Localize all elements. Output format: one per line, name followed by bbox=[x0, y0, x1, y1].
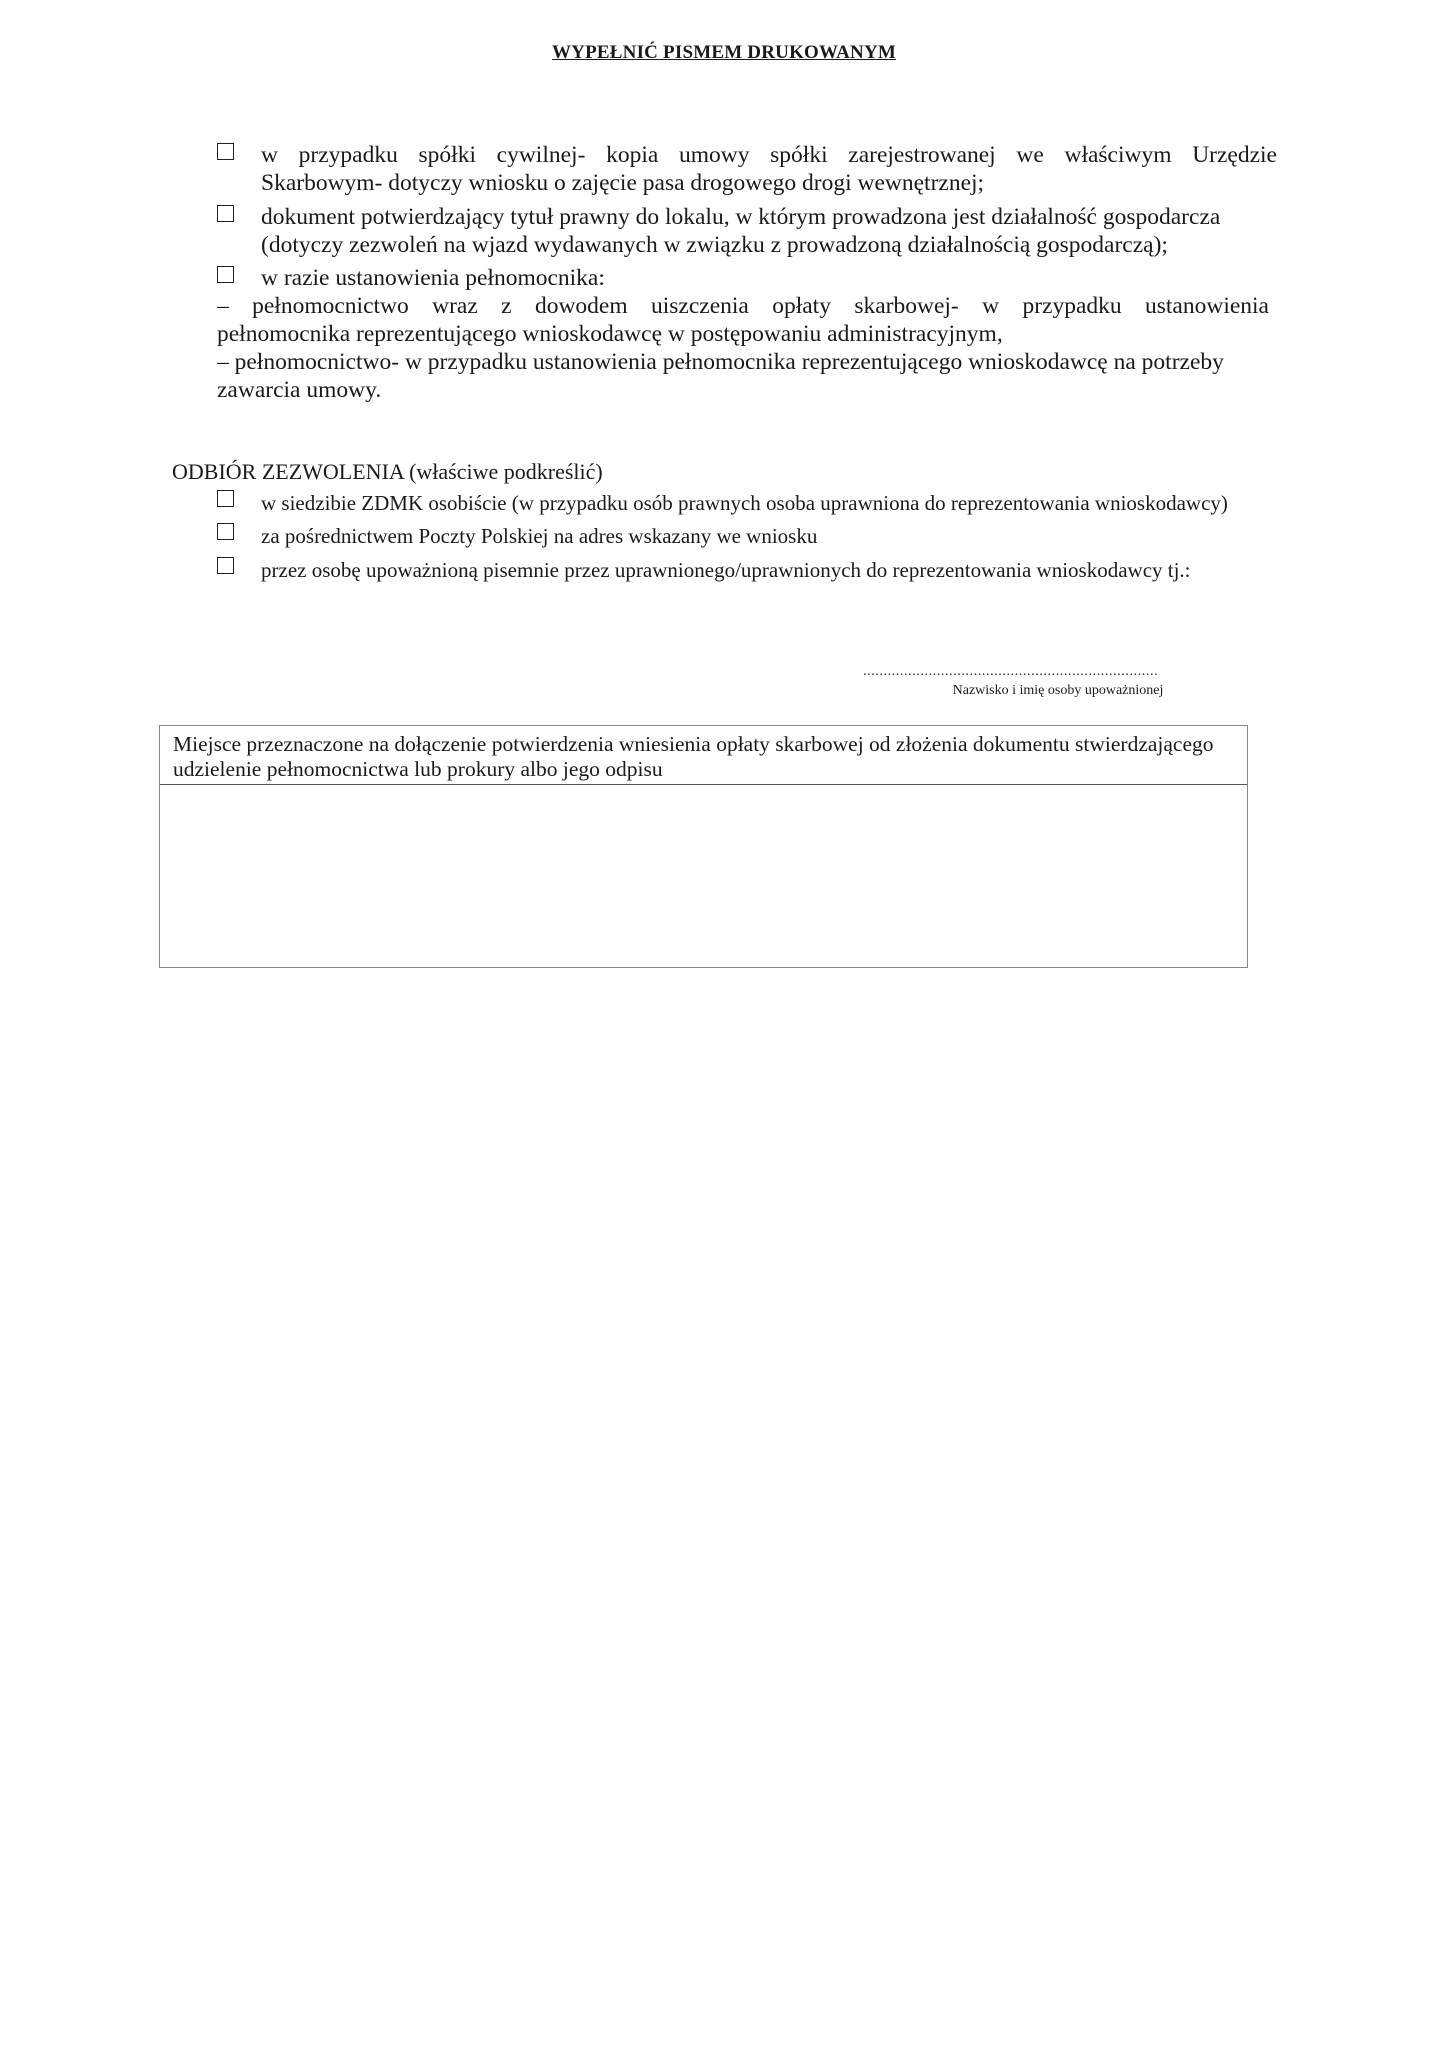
pickup-option-by-post: za pośrednictwem Poczty Polskiej na adres wskazany we wniosku bbox=[261, 524, 818, 548]
pickup-section-heading: ODBIÓR ZEZWOLENIA (właściwe podkreślić) bbox=[172, 459, 603, 484]
attachment-item-civil-partnership bbox=[261, 141, 1277, 197]
checkbox-pickup-by-post[interactable] bbox=[217, 523, 234, 540]
attachment-item-line: Skarbowym- dotyczy wniosku o zajęcie pasa drogowego drogi wewnętrznej; bbox=[261, 170, 985, 196]
attachment-item-line: w przypadku spółki cywilnej- kopia umowy spółki zarejestrowanej we właściwym Urzędzie bbox=[261, 142, 1277, 168]
pickup-option-authorized-person: przez osobę upoważnioną pisemnie przez uprawnionego/uprawnionych do reprezentowania wnioskodawcy tj.: bbox=[261, 558, 1191, 582]
attachment-item-line: (dotyczy zezwoleń na wjazd wydawanych w związku z prowadzoną działalnością gospodarczą); bbox=[261, 232, 1168, 258]
proxy-subitem-line: – pełnomocnictwo wraz z dowodem uiszczenia opłaty skarbowej- w przypadku ustanowienia bbox=[217, 293, 1269, 319]
page-title: WYPEŁNIĆ PISMEM DRUKOWANYM bbox=[551, 42, 897, 63]
checkbox-premises-title[interactable] bbox=[217, 205, 234, 222]
proxy-subitems bbox=[217, 292, 1269, 404]
signature-caption: Nazwisko i imię osoby upoważnionej bbox=[952, 683, 1164, 698]
stamp-fee-box-heading-line: Miejsce przeznaczone na dołączenie potwierdzenia wniesienia opłaty skarbowej od złożenia dokumentu stwierdzającego bbox=[173, 732, 1214, 756]
proxy-subitem-line: zawarcia umowy. bbox=[217, 377, 382, 403]
checkbox-pickup-in-person[interactable] bbox=[217, 490, 234, 507]
stamp-fee-box bbox=[159, 725, 1248, 968]
stamp-fee-attachment-area[interactable] bbox=[160, 785, 1247, 967]
stamp-fee-box-heading-line: udzielenie pełnomocnictwa lub prokury albo jego odpisu bbox=[173, 757, 663, 781]
attachment-item-proxy bbox=[261, 264, 1277, 292]
stamp-fee-box-heading bbox=[160, 726, 1247, 785]
pickup-option-in-person: w siedzibie ZDMK osobiście (w przypadku osób prawnych osoba uprawniona do reprezentowania wnioskodawcy) bbox=[261, 491, 1228, 515]
authorized-person-name-field[interactable]: ........................................................................ bbox=[863, 664, 1159, 679]
attachment-item-line: w razie ustanowienia pełnomocnika: bbox=[261, 265, 605, 291]
proxy-subitem-line: – pełnomocnictwo- w przypadku ustanowienia pełnomocnika reprezentującego wnioskodawcę na potrzeby bbox=[217, 349, 1224, 375]
proxy-subitem-line: pełnomocnika reprezentującego wnioskodawcę w postępowaniu administracyjnym, bbox=[217, 321, 1003, 347]
attachment-item-premises-title bbox=[261, 203, 1277, 259]
checkbox-proxy[interactable] bbox=[217, 266, 234, 283]
checkbox-pickup-by-authorized-person[interactable] bbox=[217, 557, 234, 574]
attachment-item-line: dokument potwierdzający tytuł prawny do lokalu, w którym prowadzona jest działalność gospodarcza bbox=[261, 204, 1221, 230]
checkbox-civil-partnership[interactable] bbox=[217, 143, 234, 160]
